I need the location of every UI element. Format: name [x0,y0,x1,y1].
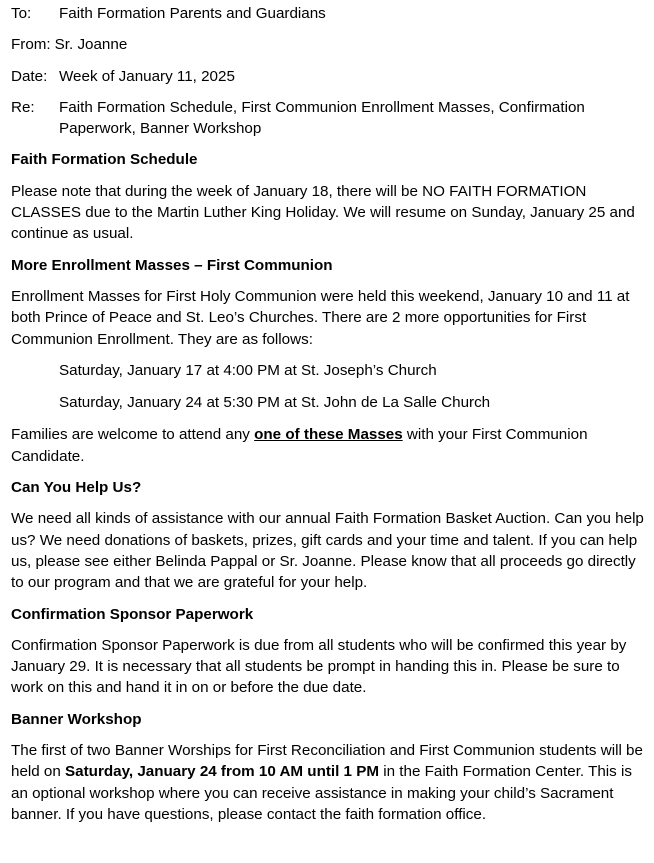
schedule-body: Please note that during the week of January 18, there will be NO FAITH FORMATION CLASSES due to the Martin Luther King Holiday. We will resume on Sunday, January 25 and continue as usual. [11,182,635,243]
enrollment-body: Enrollment Masses for First Holy Communion were held this weekend, January 10 and 11 at both Prince of Peace and St. Leo’s Churches. There are 2 more opportunities for First Communion Enrollment. They are as follows: [11,287,630,348]
help-heading: Can You Help Us? [11,479,142,497]
banner-heading: Banner Workshop [11,710,142,728]
help-body: We need all kinds of assistance with our annual Faith Formation Basket Auction. Can you help us? We need donations of baskets, prizes, gift cards and your time and talent. If you can help us, please see either Belinda Pappal or Sr. Joanne. Please know that all proceeds go directly to our program and that we are grateful for your help. [11,510,644,592]
date-label: Date: [11,67,48,85]
date-line [11,66,646,87]
banner-paragraph [11,740,646,825]
date-value: Week of January 11, 2025 [59,67,235,85]
families-text-pre: Families are welcome to attend any [11,426,255,444]
from-label: From: [11,36,51,54]
families-text-post: with your First Communion Candidate. [11,426,588,465]
memo-document [11,3,646,835]
re-label: Re: [11,98,35,116]
re-value: Faith Formation Schedule, First Communion Enrollment Masses, Confirmation Paperwork, Banner Workshop [59,98,585,138]
confirmation-body: Confirmation Sponsor Paperwork is due from all students who will be confirmed this year by January 29. It is necessary that all students be prompt in handing this in. Please be sure to work on this and hand it in on or before the due date. [11,636,627,697]
banner-text-post: in the Faith Formation Center. This is an optional workshop where you can receive assistance in making your child’s Sacrament banner. If you have questions, please contact the faith formation office. [11,763,632,823]
from-value: Sr. Joanne [54,36,128,54]
families-paragraph [11,424,646,467]
to-value: Faith Formation Parents and Guardians [59,5,326,22]
banner-date-emphasis: Saturday, January 24 from 10 AM until 1 PM [65,763,380,781]
mass-item: Saturday, January 24 at 5:30 PM at St. John de La Salle Church [59,394,491,412]
confirmation-heading: Confirmation Sponsor Paperwork [11,605,254,623]
mass-item: Saturday, January 17 at 4:00 PM at St. Joseph’s Church [59,361,437,379]
to-line [11,3,646,24]
schedule-heading: Faith Formation Schedule [11,151,198,169]
to-label: To: [11,5,32,22]
from-line [11,34,646,55]
re-line [11,97,646,140]
enrollment-heading: More Enrollment Masses – First Communion [11,256,333,274]
banner-text-pre: The first of two Banner Worships for First Reconciliation and First Communion students will be held on [11,742,643,781]
families-emphasis: one of these Masses [254,426,403,444]
